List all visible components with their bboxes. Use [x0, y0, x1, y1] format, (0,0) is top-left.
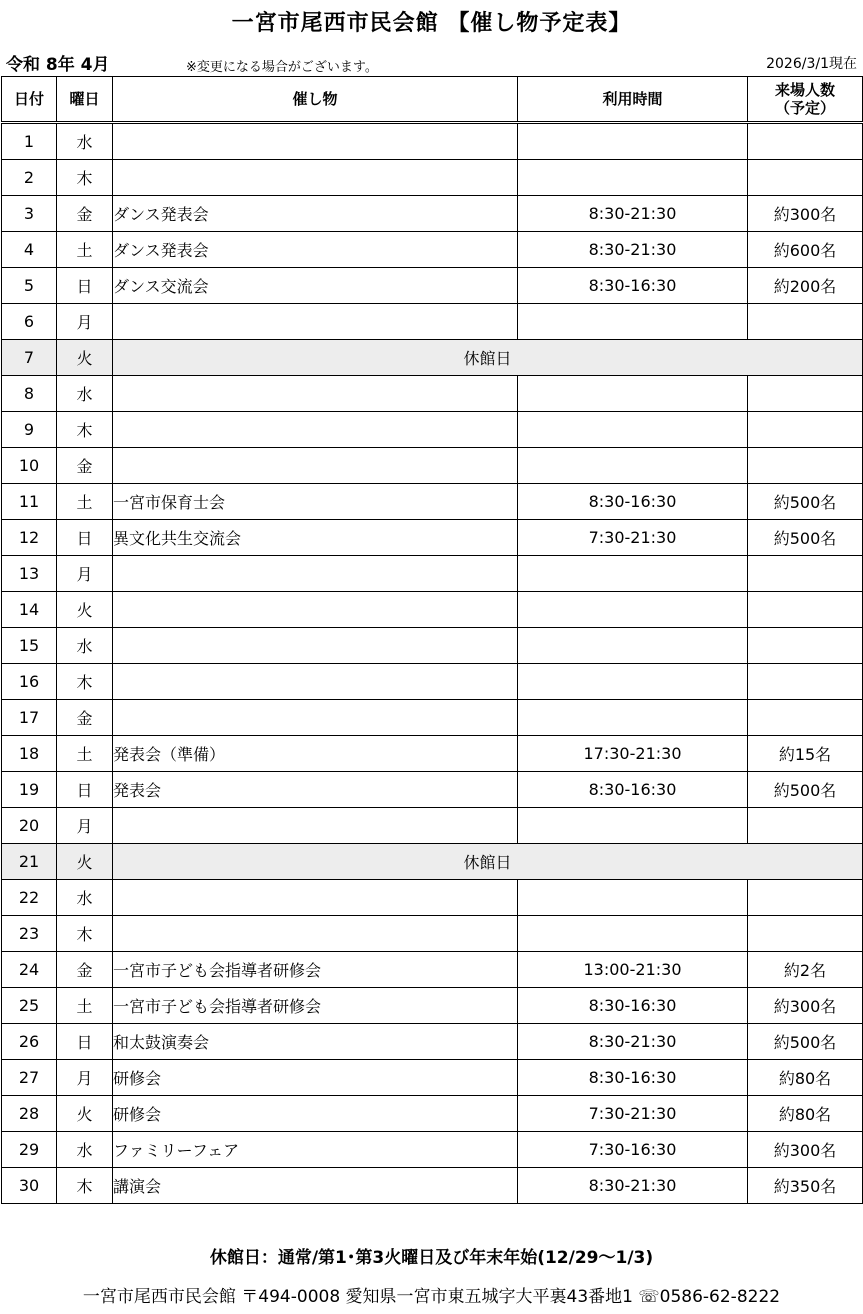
table-row [2, 232, 863, 268]
event-cell: 発表会（準備） [113, 736, 518, 772]
attendance-cell [748, 123, 863, 160]
table-row [2, 196, 863, 232]
day-cell: 17 [2, 700, 57, 736]
day-cell: 5 [2, 268, 57, 304]
table-row [2, 700, 863, 736]
weekday-cell: 土 [57, 484, 113, 520]
day-cell: 6 [2, 304, 57, 340]
weekday-cell: 日 [57, 520, 113, 556]
attendance-cell: 約600名 [748, 232, 863, 268]
time-cell [518, 808, 748, 844]
time-cell: 8:30-21:30 [518, 1168, 748, 1204]
time-cell: 7:30-21:30 [518, 520, 748, 556]
weekday-cell: 木 [57, 664, 113, 700]
weekday-cell: 火 [57, 340, 113, 376]
table-row [2, 484, 863, 520]
event-cell [113, 376, 518, 412]
attendance-cell [748, 304, 863, 340]
time-cell [518, 664, 748, 700]
attendance-cell [748, 556, 863, 592]
weekday-cell: 金 [57, 700, 113, 736]
table-row [2, 844, 863, 880]
col-header-attendance-line2: （予定） [774, 99, 835, 117]
weekday-cell: 月 [57, 556, 113, 592]
table-row [2, 772, 863, 808]
col-header-time: 利用時間 [518, 77, 748, 123]
attendance-cell [748, 700, 863, 736]
time-cell [518, 700, 748, 736]
table-header-row [2, 77, 863, 123]
attendance-cell [748, 916, 863, 952]
page-title: 一宮市尾西市民会館 【催し物予定表】 [231, 11, 632, 36]
schedule-table [1, 76, 863, 1204]
closed-day-cell: 休館日 [113, 340, 863, 376]
table-row [2, 1096, 863, 1132]
event-cell: ダンス発表会 [113, 196, 518, 232]
weekday-cell: 月 [57, 808, 113, 844]
day-cell: 7 [2, 340, 57, 376]
attendance-cell [748, 628, 863, 664]
event-cell [113, 916, 518, 952]
table-row [2, 448, 863, 484]
period-label: 令和 8年 4月 [6, 55, 110, 75]
day-cell: 20 [2, 808, 57, 844]
subheader [0, 50, 863, 74]
event-cell [113, 628, 518, 664]
attendance-cell [748, 160, 863, 196]
time-cell: 8:30-21:30 [518, 196, 748, 232]
weekday-cell: 水 [57, 628, 113, 664]
table-row [2, 880, 863, 916]
weekday-cell: 日 [57, 268, 113, 304]
day-cell: 15 [2, 628, 57, 664]
day-cell: 30 [2, 1168, 57, 1204]
table-row [2, 1168, 863, 1204]
event-cell [113, 556, 518, 592]
as-of-date: 2026/3/1現在 [766, 56, 857, 72]
day-cell: 9 [2, 412, 57, 448]
day-cell: 22 [2, 880, 57, 916]
time-cell: 8:30-16:30 [518, 772, 748, 808]
event-cell: 一宮市子ども会指導者研修会 [113, 952, 518, 988]
event-cell: ファミリーフェア [113, 1132, 518, 1168]
day-cell: 28 [2, 1096, 57, 1132]
weekday-cell: 金 [57, 448, 113, 484]
event-cell [113, 304, 518, 340]
day-cell: 4 [2, 232, 57, 268]
table-row [2, 1024, 863, 1060]
col-header-attendance-line1: 来場人数 [774, 81, 835, 99]
time-cell [518, 412, 748, 448]
event-cell: 一宮市保育士会 [113, 484, 518, 520]
weekday-cell: 土 [57, 736, 113, 772]
weekday-cell: 土 [57, 232, 113, 268]
event-cell: 発表会 [113, 772, 518, 808]
attendance-cell: 約300名 [748, 196, 863, 232]
weekday-cell: 火 [57, 592, 113, 628]
time-cell: 7:30-16:30 [518, 1132, 748, 1168]
attendance-cell: 約500名 [748, 520, 863, 556]
time-cell [518, 448, 748, 484]
event-cell [113, 880, 518, 916]
day-cell: 13 [2, 556, 57, 592]
time-cell [518, 304, 748, 340]
table-row [2, 160, 863, 196]
day-cell: 18 [2, 736, 57, 772]
closed-days-note: 休館日：通常/第1･第3火曜日及び年末年始(12/29～1/3) [209, 1248, 654, 1268]
time-cell: 7:30-21:30 [518, 1096, 748, 1132]
attendance-cell: 約200名 [748, 268, 863, 304]
footer-address: 一宮市尾西市民会館 〒494-0008 愛知県一宮市東五城字大平裏43番地1 ☏0586-62-8222 [82, 1287, 781, 1307]
day-cell: 11 [2, 484, 57, 520]
event-cell [113, 160, 518, 196]
event-cell [113, 412, 518, 448]
col-header-day: 日付 [2, 77, 57, 123]
attendance-cell: 約80名 [748, 1060, 863, 1096]
table-row [2, 952, 863, 988]
attendance-cell: 約15名 [748, 736, 863, 772]
attendance-cell: 約500名 [748, 1024, 863, 1060]
table-row [2, 592, 863, 628]
day-cell: 3 [2, 196, 57, 232]
table-row [2, 304, 863, 340]
event-cell [113, 664, 518, 700]
day-cell: 12 [2, 520, 57, 556]
attendance-cell [748, 376, 863, 412]
attendance-cell: 約350名 [748, 1168, 863, 1204]
weekday-cell: 木 [57, 1168, 113, 1204]
weekday-cell: 水 [57, 376, 113, 412]
day-cell: 14 [2, 592, 57, 628]
day-cell: 21 [2, 844, 57, 880]
table-row [2, 628, 863, 664]
time-cell [518, 160, 748, 196]
time-cell [518, 123, 748, 160]
time-cell: 8:30-16:30 [518, 1060, 748, 1096]
table-row [2, 808, 863, 844]
weekday-cell: 月 [57, 1060, 113, 1096]
table-row [2, 520, 863, 556]
attendance-cell: 約300名 [748, 988, 863, 1024]
event-cell: ダンス交流会 [113, 268, 518, 304]
time-cell: 13:00-21:30 [518, 952, 748, 988]
time-cell [518, 916, 748, 952]
attendance-cell: 約500名 [748, 772, 863, 808]
col-header-attendance [748, 77, 863, 123]
event-cell: 異文化共生交流会 [113, 520, 518, 556]
table-body [2, 123, 863, 1204]
weekday-cell: 木 [57, 916, 113, 952]
day-cell: 16 [2, 664, 57, 700]
table-row [2, 412, 863, 448]
event-cell: 研修会 [113, 1060, 518, 1096]
day-cell: 2 [2, 160, 57, 196]
table-row [2, 988, 863, 1024]
time-cell [518, 880, 748, 916]
time-cell: 17:30-21:30 [518, 736, 748, 772]
weekday-cell: 木 [57, 160, 113, 196]
day-cell: 1 [2, 123, 57, 160]
weekday-cell: 日 [57, 1024, 113, 1060]
table-row [2, 916, 863, 952]
time-cell [518, 592, 748, 628]
table-row [2, 736, 863, 772]
day-cell: 29 [2, 1132, 57, 1168]
table-row [2, 268, 863, 304]
table-row [2, 664, 863, 700]
attendance-cell: 約80名 [748, 1096, 863, 1132]
weekday-cell: 日 [57, 772, 113, 808]
weekday-cell: 木 [57, 412, 113, 448]
event-cell [113, 448, 518, 484]
attendance-cell [748, 448, 863, 484]
event-cell: 研修会 [113, 1096, 518, 1132]
time-cell [518, 556, 748, 592]
table-row [2, 556, 863, 592]
event-cell: ダンス発表会 [113, 232, 518, 268]
day-cell: 23 [2, 916, 57, 952]
weekday-cell: 月 [57, 304, 113, 340]
attendance-cell: 約500名 [748, 484, 863, 520]
col-header-event: 催し物 [113, 77, 518, 123]
time-cell [518, 376, 748, 412]
closed-day-cell: 休館日 [113, 844, 863, 880]
table-row [2, 1060, 863, 1096]
weekday-cell: 火 [57, 1096, 113, 1132]
col-header-weekday: 曜日 [57, 77, 113, 123]
day-cell: 19 [2, 772, 57, 808]
weekday-cell: 火 [57, 844, 113, 880]
day-cell: 24 [2, 952, 57, 988]
day-cell: 8 [2, 376, 57, 412]
event-cell: 講演会 [113, 1168, 518, 1204]
change-notice: ※変更になる場合がございます。 [186, 60, 378, 75]
time-cell: 8:30-16:30 [518, 268, 748, 304]
attendance-cell [748, 412, 863, 448]
event-cell [113, 700, 518, 736]
weekday-cell: 水 [57, 880, 113, 916]
event-cell [113, 123, 518, 160]
day-cell: 27 [2, 1060, 57, 1096]
weekday-cell: 金 [57, 196, 113, 232]
weekday-cell: 水 [57, 123, 113, 160]
event-cell [113, 592, 518, 628]
time-cell: 8:30-21:30 [518, 1024, 748, 1060]
event-cell [113, 808, 518, 844]
weekday-cell: 金 [57, 952, 113, 988]
day-cell: 25 [2, 988, 57, 1024]
table-row [2, 1132, 863, 1168]
time-cell [518, 628, 748, 664]
weekday-cell: 水 [57, 1132, 113, 1168]
attendance-cell [748, 880, 863, 916]
attendance-cell: 約2名 [748, 952, 863, 988]
time-cell: 8:30-16:30 [518, 484, 748, 520]
day-cell: 26 [2, 1024, 57, 1060]
attendance-cell [748, 664, 863, 700]
day-cell: 10 [2, 448, 57, 484]
attendance-cell [748, 592, 863, 628]
event-cell: 和太鼓演奏会 [113, 1024, 518, 1060]
table-row [2, 340, 863, 376]
attendance-cell: 約300名 [748, 1132, 863, 1168]
weekday-cell: 土 [57, 988, 113, 1024]
table-row [2, 123, 863, 160]
attendance-cell [748, 808, 863, 844]
time-cell: 8:30-21:30 [518, 232, 748, 268]
table-row [2, 376, 863, 412]
event-cell: 一宮市子ども会指導者研修会 [113, 988, 518, 1024]
time-cell: 8:30-16:30 [518, 988, 748, 1024]
